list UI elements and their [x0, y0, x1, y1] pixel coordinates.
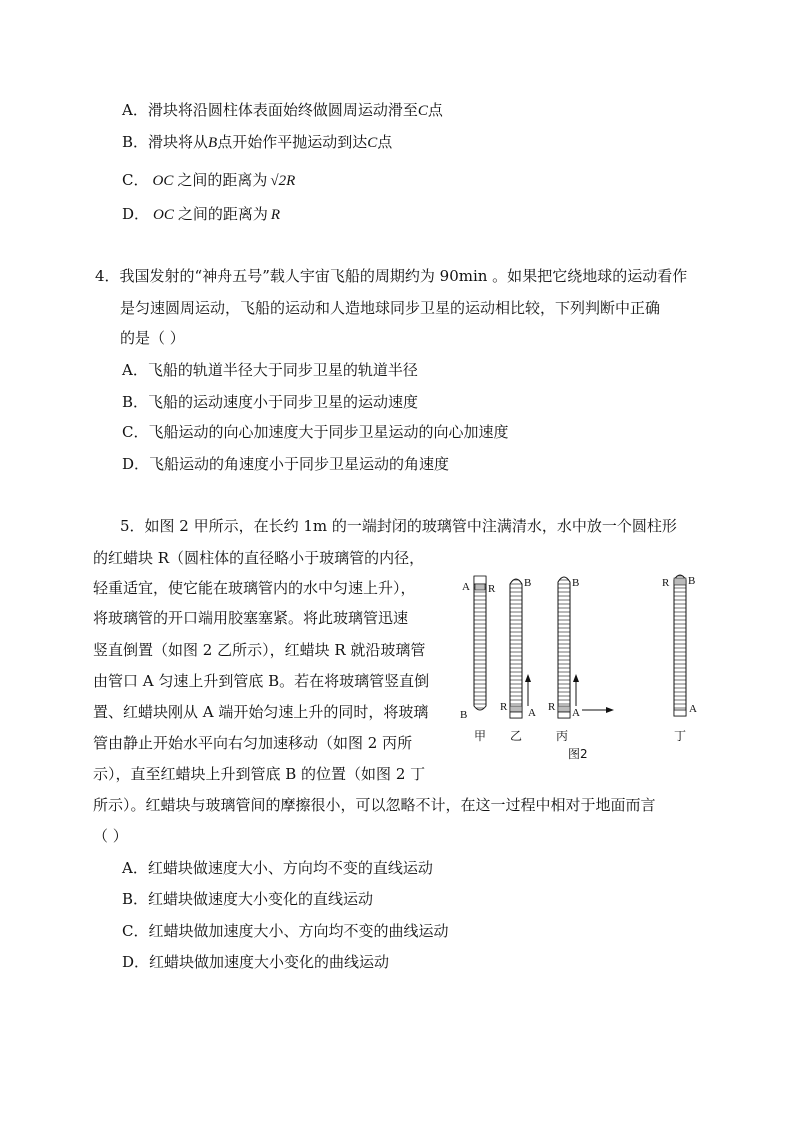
red-wax-block: [674, 578, 686, 585]
label-ding: 丁: [674, 729, 687, 743]
label-r: R: [500, 701, 508, 713]
q5-option-b: B．红蜡块做速度大小变化的直线运动: [122, 890, 374, 908]
q5-stem-line2: 的红蜡块 R（圆柱体的直径略小于玻璃管的内径，: [93, 549, 425, 567]
q3-option-c: C． OC 之间的距离为 √2R: [122, 171, 296, 189]
q5-stem-line11: （ ）: [93, 827, 128, 845]
q4-option-c: C．飞船运动的向心加速度大于同步卫星运动的向心加速度: [122, 423, 509, 441]
q4-option-b: B．飞船的运动速度小于同步卫星的运动速度: [122, 393, 419, 411]
label-a: A: [462, 581, 470, 593]
tube-ding: [662, 575, 697, 743]
q5-stem-line4: 将玻璃管的开口端用胶塞塞紧。将此玻璃管迅速: [93, 609, 409, 627]
label-yi: 乙: [510, 729, 523, 743]
q5-option-d: D．红蜡块做加速度大小变化的曲线运动: [122, 953, 390, 971]
q5-stem-line7: 置、红蜡块刚从 A 端开始匀速上升的同时，将玻璃: [93, 703, 429, 721]
figure-2-tubes: [452, 566, 712, 766]
q3-option-b: B．滑块将从B点开始作平抛运动到达C点: [122, 133, 393, 151]
label-a: A: [572, 707, 580, 719]
label-r: R: [488, 583, 496, 595]
q5-stem-line3: 轻重适宜，使它能在玻璃管内的水中匀速上升），: [93, 579, 416, 597]
q4-stem-line3: 的是（ ）: [120, 329, 185, 347]
q4-stem-line1: 4．我国发射的“神舟五号”载人宇宙飞船的周期约为 90min 。如果把它绕地球的运动看作: [95, 267, 688, 285]
q3-option-d: D． OC 之间的距离为 R: [122, 205, 281, 223]
q4-option-a: A．飞船的轨道半径大于同步卫星的轨道半径: [122, 361, 418, 379]
label-a: A: [528, 707, 536, 719]
label-jia: 甲: [474, 729, 487, 743]
label-b: B: [572, 577, 580, 589]
label-b: B: [688, 575, 696, 587]
label-bing: 丙: [556, 729, 569, 743]
q4-option-d: D．飞船运动的角速度小于同步卫星运动的角速度: [122, 455, 450, 473]
q5-option-c: C．红蜡块做加速度大小、方向均不变的曲线运动: [122, 922, 449, 940]
figure-caption: 图2: [568, 747, 588, 761]
red-wax-block: [475, 584, 485, 590]
tube-yi: [500, 577, 536, 743]
red-wax-block: [510, 706, 522, 712]
q5-stem-line10: 所示）。红蜡块与玻璃管间的摩擦很小，可以忽略不计，在这一过程中相对于地面而言: [93, 796, 656, 814]
q5-stem-line6: 由管口 A 匀速上升到管底 B。若在将玻璃管竖直倒: [93, 672, 430, 690]
red-wax-block: [558, 706, 570, 712]
q5-stem-line8: 管由静止开始水平向右匀加速移动（如图 2 丙所: [93, 734, 413, 752]
tube-jia: [460, 576, 496, 743]
q5-option-a: A．红蜡块做速度大小、方向均不变的直线运动: [122, 859, 433, 877]
label-b: B: [460, 709, 468, 721]
label-a: A: [689, 703, 697, 715]
q4-stem-line2: 是匀速圆周运动，飞船的运动和人造地球同步卫星的运动相比较，下列判断中正确: [120, 299, 661, 317]
q5-stem-line9: 示），直至红蜡块上升到管底 B 的位置（如图 2 丁: [93, 765, 426, 783]
label-b: B: [524, 577, 532, 589]
label-r: R: [548, 701, 556, 713]
q5-stem-line5: 竖直倒置（如图 2 乙所示），红蜡块 R 就沿玻璃管: [93, 641, 426, 659]
label-r: R: [662, 577, 670, 589]
q3-option-a: A．滑块将沿圆柱体表面始终做圆周运动滑至C点: [122, 101, 443, 119]
q5-stem-line1: 5．如图 2 甲所示，在长约 1m 的一端封闭的玻璃管中注满清水，水中放一个圆柱形: [120, 517, 677, 535]
tube-bing: [548, 577, 614, 743]
